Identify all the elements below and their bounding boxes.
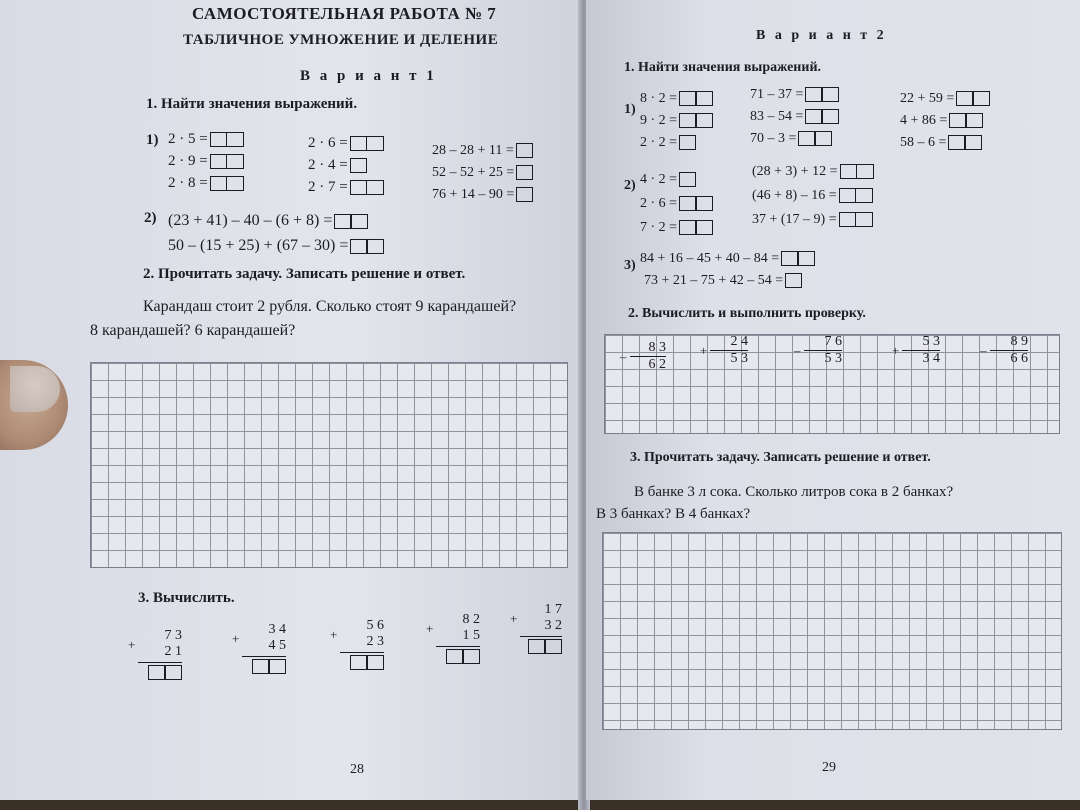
operand-top: 7 6 xyxy=(824,334,842,349)
task2-text-line: Карандаш стоит 2 рубля. Сколько стоят 9 карандашей? xyxy=(143,298,517,315)
answer-box[interactable] xyxy=(516,143,533,158)
variant-heading: В а р и а н т 2 xyxy=(756,28,887,43)
expression: 37 + (17 – 9) = xyxy=(752,212,837,227)
answer-box[interactable] xyxy=(210,176,244,191)
expression: 4 + 86 = xyxy=(900,113,948,128)
task1-column-3 xyxy=(432,140,533,206)
operand-bottom: 6 6 xyxy=(1010,351,1028,366)
answer-box[interactable] xyxy=(840,164,874,179)
expression: 22 + 59 = xyxy=(900,91,955,106)
column-addition xyxy=(232,622,286,674)
task1-part3 xyxy=(640,248,815,292)
expression: (46 + 8) – 16 = xyxy=(752,188,837,203)
operand-top: 8 3 xyxy=(648,340,666,355)
task1-heading: 1. Найти значения выражений. xyxy=(146,96,358,112)
task1-label: 3) xyxy=(624,258,636,273)
addend-top: 3 4 xyxy=(268,622,286,637)
task1-column-1 xyxy=(640,88,713,154)
answer-box[interactable] xyxy=(350,136,384,151)
thumbnail xyxy=(10,366,60,412)
expression: 2 · 6 = xyxy=(640,196,678,211)
expression: 9 · 2 = xyxy=(640,113,678,128)
answer-box[interactable] xyxy=(805,109,839,124)
expression: 2 · 4 = xyxy=(308,157,348,173)
addend-top: 8 2 xyxy=(462,612,480,627)
answer-box[interactable] xyxy=(350,158,367,173)
answer-box[interactable] xyxy=(334,214,368,229)
task3-heading: 3. Прочитать задачу. Записать решение и ответ. xyxy=(630,450,931,465)
answer-box[interactable] xyxy=(949,113,983,128)
task1-label: 1) xyxy=(624,102,636,117)
expression: 71 – 37 = xyxy=(750,87,804,102)
expression: 50 – (15 + 25) + (67 – 30) = xyxy=(168,237,349,254)
expression: 2 · 2 = xyxy=(640,135,678,150)
operand-top: 8 9 xyxy=(1010,334,1028,349)
answer-box[interactable] xyxy=(210,132,244,147)
task1-label: 1) xyxy=(146,132,159,148)
addend-bottom: 2 1 xyxy=(164,644,182,659)
task1-column-1 xyxy=(168,128,244,194)
task1-column-2 xyxy=(750,84,839,150)
answer-grid[interactable] xyxy=(90,362,568,568)
operand-top: 5 3 xyxy=(922,334,940,349)
sum-line xyxy=(138,662,182,663)
answer-box[interactable] xyxy=(679,113,713,128)
task1-label: 2) xyxy=(144,210,157,226)
task1-part2 xyxy=(168,208,384,258)
expression: (23 + 41) – 40 – (6 + 8) = xyxy=(168,212,333,229)
addend-bottom: 2 3 xyxy=(366,634,384,649)
page-number: 28 xyxy=(350,762,364,777)
task2-text-line: 8 карандашей? 6 карандашей? xyxy=(90,322,296,339)
answer-box[interactable] xyxy=(679,135,696,150)
variant-heading: В а р и а н т 1 xyxy=(300,68,437,84)
operator: + xyxy=(892,343,900,358)
expression: 2 · 6 = xyxy=(308,135,348,151)
answer-box[interactable] xyxy=(805,87,839,102)
operand-bottom: 5 3 xyxy=(730,351,748,366)
plus-operator: + xyxy=(330,627,338,642)
addend-bottom: 1 5 xyxy=(462,628,480,643)
answer-box[interactable] xyxy=(679,172,696,187)
answer-box[interactable] xyxy=(956,91,990,106)
answer-box[interactable] xyxy=(210,154,244,169)
sum-line xyxy=(340,652,384,653)
task1-heading: 1. Найти значения выражений. xyxy=(624,60,822,75)
column-addition xyxy=(510,602,562,654)
expression: 7 · 2 = xyxy=(640,220,678,235)
answer-box[interactable] xyxy=(679,91,713,106)
right-page xyxy=(586,0,1080,800)
plus-operator: + xyxy=(510,611,518,626)
page-subtitle: ТАБЛИЧНОЕ УМНОЖЕНИЕ И ДЕЛЕНИЕ xyxy=(183,32,499,48)
sum-line xyxy=(520,636,562,637)
addend-top: 5 6 xyxy=(366,618,384,633)
answer-box[interactable] xyxy=(798,131,832,146)
expression: 2 · 7 = xyxy=(308,179,348,195)
answer-box[interactable] xyxy=(516,165,533,180)
expression: 83 – 54 = xyxy=(750,109,804,124)
expression: 73 + 21 – 75 + 42 – 54 = xyxy=(644,273,784,288)
answer-box[interactable] xyxy=(839,188,873,203)
expression: 8 · 2 = xyxy=(640,91,678,106)
expression: 4 · 2 = xyxy=(640,172,678,187)
expression: 76 + 14 – 90 = xyxy=(432,187,515,202)
operand-bottom: 6 2 xyxy=(648,357,666,372)
addend-bottom: 4 5 xyxy=(268,638,286,653)
expression: 2 · 9 = xyxy=(168,153,208,169)
plus-operator: + xyxy=(128,637,136,652)
sum-line xyxy=(436,646,480,647)
task1-column-3 xyxy=(900,88,990,154)
task1-column-2 xyxy=(308,132,384,198)
task2-heading: 2. Прочитать задачу. Записать решение и ответ. xyxy=(143,266,466,282)
page-title: САМОСТОЯТЕЛЬНАЯ РАБОТА № 7 xyxy=(192,4,497,23)
answer-box[interactable] xyxy=(350,180,384,195)
plus-operator: + xyxy=(232,631,240,646)
answer-box[interactable] xyxy=(350,239,384,254)
column-operation xyxy=(892,334,940,367)
answer-box[interactable] xyxy=(948,135,982,150)
answer-box[interactable] xyxy=(679,220,713,235)
task1-label: 2) xyxy=(624,178,636,193)
answer-box[interactable] xyxy=(528,639,562,654)
addend-bottom: 3 2 xyxy=(544,618,562,633)
answer-box[interactable] xyxy=(679,196,713,211)
operator: + xyxy=(700,343,708,358)
task3-text-line: В банке 3 л сока. Сколько литров сока в 2 банках? xyxy=(634,484,954,500)
operand-bottom: 3 4 xyxy=(922,351,940,366)
column-operation xyxy=(980,334,1028,367)
answer-box[interactable] xyxy=(516,187,533,202)
addend-top: 1 7 xyxy=(544,602,562,617)
column-addition xyxy=(330,618,384,670)
addend-top: 7 3 xyxy=(164,628,182,643)
page-number: 29 xyxy=(822,760,836,775)
expression: 2 · 8 = xyxy=(168,175,208,191)
operator: – xyxy=(794,343,801,358)
expression: 52 – 52 + 25 = xyxy=(432,165,515,180)
expression: 84 + 16 – 45 + 40 – 84 = xyxy=(640,251,780,266)
column-addition xyxy=(426,612,480,664)
expression: 28 – 28 + 11 = xyxy=(432,143,514,158)
operator: – xyxy=(980,343,987,358)
column-addition xyxy=(128,628,182,680)
task3-text-line: В 3 банках? В 4 банках? xyxy=(596,506,751,522)
expression: (28 + 3) + 12 = xyxy=(752,164,838,179)
expression: 58 – 6 = xyxy=(900,135,947,150)
sum-line xyxy=(242,656,286,657)
expression: 70 – 3 = xyxy=(750,131,797,146)
column-operation xyxy=(620,340,666,373)
operand-top: 2 4 xyxy=(730,334,748,349)
answer-box[interactable] xyxy=(781,251,815,266)
answer-box[interactable] xyxy=(446,649,480,664)
column-operation xyxy=(700,334,748,367)
task1-column-4 xyxy=(640,168,713,240)
task3-heading: 3. Вычислить. xyxy=(138,590,235,606)
answer-grid[interactable] xyxy=(602,532,1062,730)
plus-operator: + xyxy=(426,621,434,636)
task1-column-5 xyxy=(752,160,874,232)
operand-bottom: 5 3 xyxy=(824,351,842,366)
answer-box[interactable] xyxy=(252,659,286,674)
answer-box[interactable] xyxy=(839,212,873,227)
answer-box[interactable] xyxy=(350,655,384,670)
answer-box[interactable] xyxy=(785,273,802,288)
expression: 2 · 5 = xyxy=(168,131,208,147)
operator: – xyxy=(620,349,627,364)
column-operation xyxy=(794,334,842,367)
task2-heading: 2. Вычислить и выполнить проверку. xyxy=(628,306,866,321)
answer-box[interactable] xyxy=(148,665,182,680)
